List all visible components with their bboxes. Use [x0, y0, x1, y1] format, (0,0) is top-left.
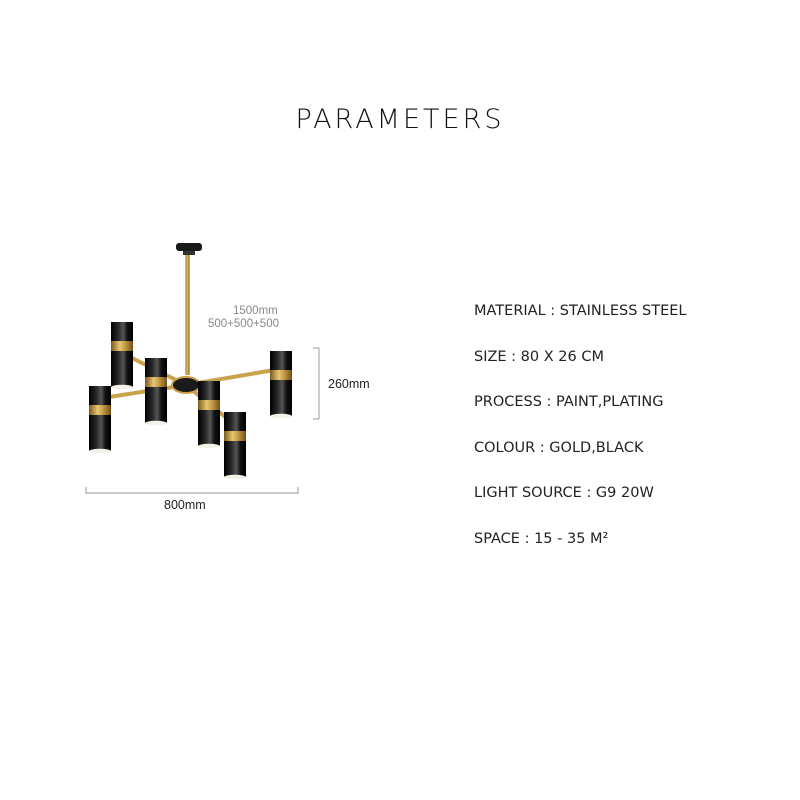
- lamp-1: [111, 322, 133, 389]
- lamp-2: [89, 386, 111, 453]
- spec-size: SIZE : 80 X 26 CM: [474, 348, 604, 365]
- center-hub: [172, 377, 200, 393]
- width-dimension-line: [86, 487, 298, 494]
- height-dimension-line: [313, 348, 319, 419]
- suspension-rod: [186, 255, 190, 375]
- arm-segments-label: 500+500+500: [208, 318, 279, 330]
- total-length-label: 1500mm: [233, 305, 278, 317]
- lamp-5: [270, 351, 292, 418]
- lamp-3: [145, 358, 167, 425]
- page-title: PARAMETERS: [295, 104, 505, 136]
- lamp-6: [224, 412, 246, 479]
- lamp-4: [198, 381, 220, 448]
- spec-space: SPACE : 15 - 35 M²: [474, 530, 609, 547]
- spec-process: PROCESS : PAINT,PLATING: [474, 394, 664, 410]
- height-label: 260mm: [328, 377, 370, 391]
- width-label: 800mm: [164, 498, 206, 512]
- spec-material: MATERIAL : STAINLESS STEEL: [474, 303, 687, 319]
- spec-light-source: LIGHT SOURCE : G9 20W: [474, 485, 654, 501]
- spec-colour: COLOUR : GOLD,BLACK: [474, 439, 644, 456]
- spec-list: [474, 301, 686, 574]
- ceiling-canopy: [176, 243, 202, 255]
